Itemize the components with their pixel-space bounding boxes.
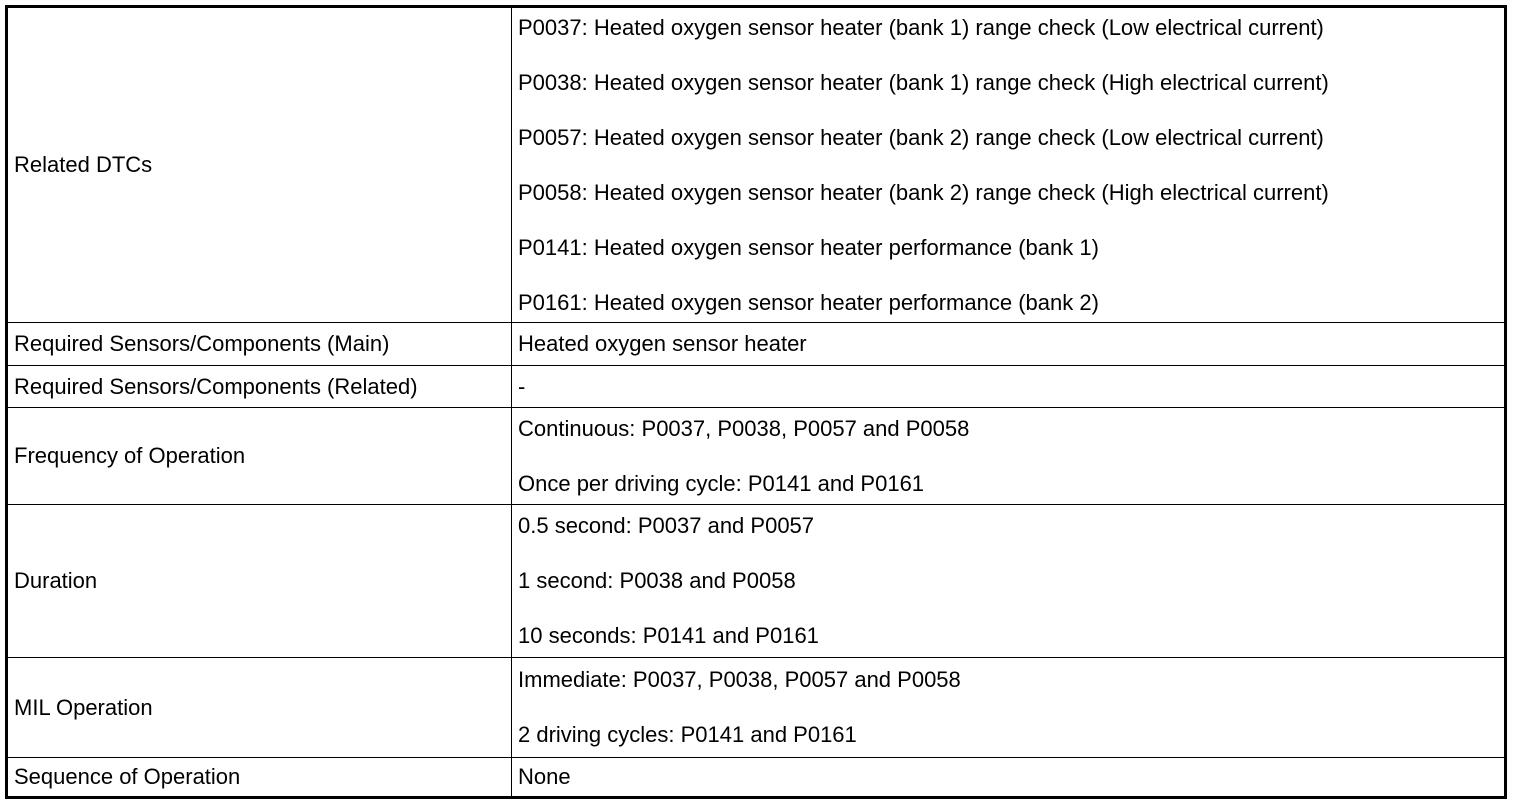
value-line: Heated oxygen sensor heater [518, 331, 807, 356]
monitor-spec-table [5, 5, 1507, 799]
value-line: 1 second: P0038 and P0058 [518, 568, 796, 593]
value-line: 0.5 second: P0037 and P0057 [518, 513, 815, 538]
row-value [512, 7, 1506, 323]
table-row-mil-operation [7, 658, 1506, 758]
table-row-required-main [7, 323, 1506, 366]
row-label: Duration [7, 505, 512, 658]
row-label: Related DTCs [7, 7, 512, 323]
row-label: Sequence of Operation [7, 758, 512, 798]
dtc-p0141: P0141: Heated oxygen sensor heater performance (bank 1) [518, 234, 1099, 260]
row-value [512, 758, 1506, 798]
dtc-p0057: P0057: Heated oxygen sensor heater (bank 2) range check (Low electrical current) [518, 124, 1324, 150]
value-line: None [518, 764, 571, 789]
dtc-p0037: P0037: Heated oxygen sensor heater (bank 1) range check (Low electrical current) [518, 14, 1324, 40]
value-line: - [518, 373, 526, 399]
row-label: Required Sensors/Components (Related) [7, 366, 512, 408]
row-label: MIL Operation [7, 658, 512, 758]
value-line: Once per driving cycle: P0141 and P0161 [518, 470, 925, 496]
dtc-p0161: P0161: Heated oxygen sensor heater performance (bank 2) [518, 289, 1099, 315]
table-row-frequency [7, 408, 1506, 505]
row-value [512, 505, 1506, 658]
row-value [512, 366, 1506, 408]
table-row-required-related [7, 366, 1506, 408]
table-row-sequence [7, 758, 1506, 798]
row-value [512, 408, 1506, 505]
dtc-p0058: P0058: Heated oxygen sensor heater (bank 2) range check (High electrical current) [518, 179, 1329, 205]
value-line: Continuous: P0037, P0038, P0057 and P0058 [518, 415, 970, 441]
value-line: Immediate: P0037, P0038, P0057 and P0058 [518, 667, 961, 692]
row-label: Frequency of Operation [7, 408, 512, 505]
table-row-related-dtcs [7, 7, 1506, 323]
row-value [512, 323, 1506, 366]
table-row-duration [7, 505, 1506, 658]
value-line: 10 seconds: P0141 and P0161 [518, 623, 819, 648]
dtc-p0038: P0038: Heated oxygen sensor heater (bank 1) range check (High electrical current) [518, 69, 1329, 95]
row-value [512, 658, 1506, 758]
value-line: 2 driving cycles: P0141 and P0161 [518, 722, 857, 747]
row-label: Required Sensors/Components (Main) [7, 323, 512, 366]
